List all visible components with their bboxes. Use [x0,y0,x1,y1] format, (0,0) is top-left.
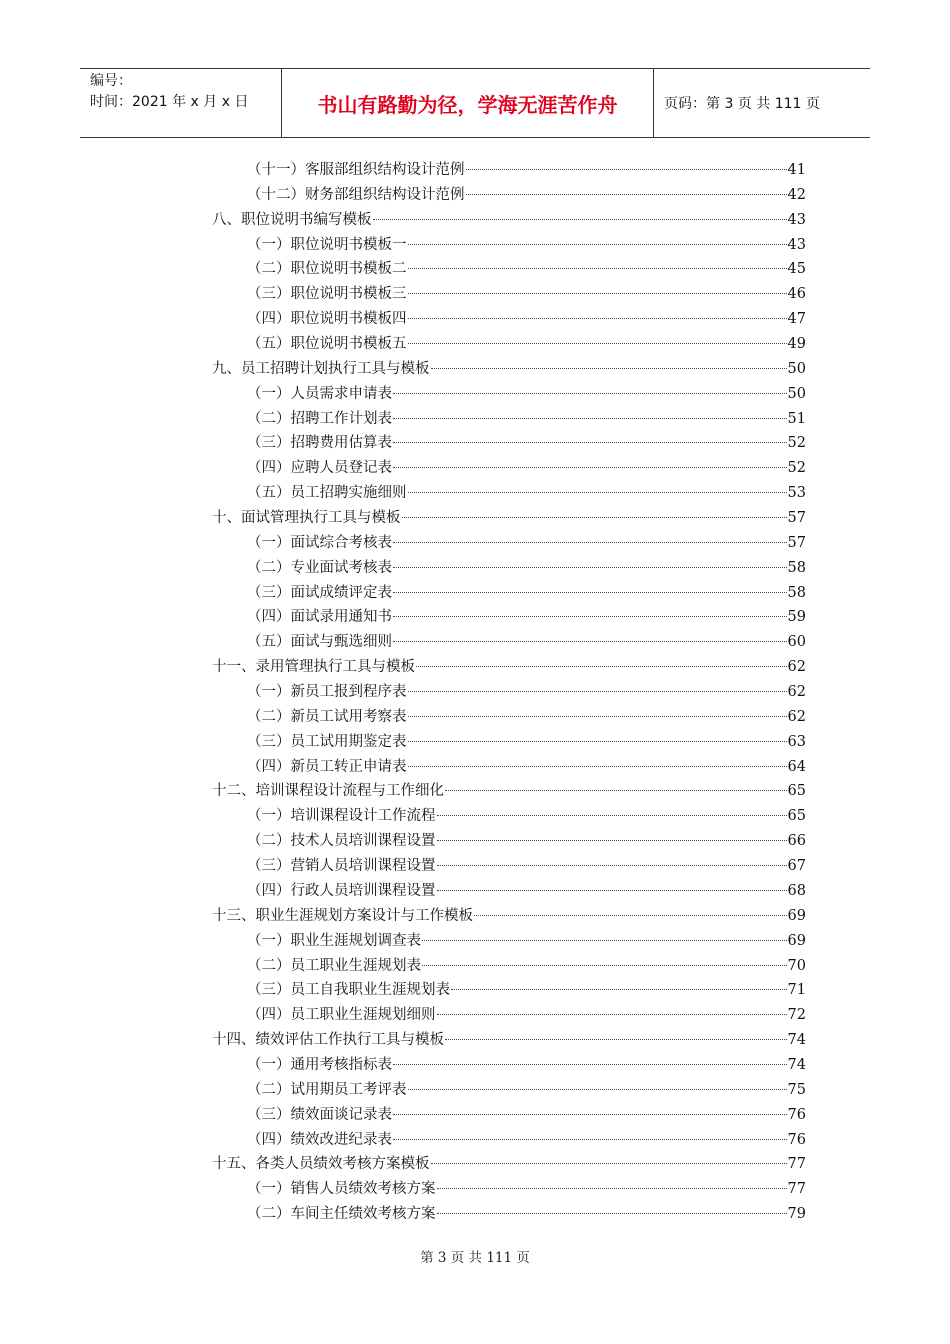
toc-leader-dots [393,616,787,617]
toc-entry[interactable] [212,257,806,282]
toc-entry-title: （一）培训课程设计工作流程 [247,808,436,825]
toc-entry-page: 65 [787,783,806,800]
toc-entry-page: 58 [787,584,806,601]
toc-entry-title: （五）职位说明书模板五 [247,336,407,353]
toc-entry[interactable] [212,954,806,979]
toc-entry-title: （三）职位说明书模板三 [247,286,407,303]
toc-leader-dots [437,890,787,891]
toc-entry[interactable] [212,307,806,332]
toc-entry-title: （三）营销人员培训课程设置 [247,858,436,875]
toc-entry[interactable] [212,829,806,854]
toc-entry[interactable] [212,655,806,680]
toc-leader-dots [408,716,787,717]
toc-entry-page: 69 [787,907,806,924]
toc-entry[interactable] [212,779,806,804]
toc-entry-page: 52 [787,435,806,452]
toc-entry[interactable] [212,282,806,307]
toc-entry-title: 十三、职业生涯规划方案设计与工作模板 [212,907,473,924]
toc-entry-page: 41 [787,162,806,178]
toc-entry-title: （一）销售人员绩效考核方案 [247,1181,436,1198]
toc-entry-title: （四）应聘人员登记表 [247,460,392,477]
toc-entry[interactable] [212,357,806,382]
toc-leader-dots [431,368,787,369]
toc-entry-page: 77 [787,1181,806,1198]
toc-entry-title: （一）通用考核指标表 [247,1056,392,1073]
toc-entry-title: 十一、录用管理执行工具与模板 [212,659,415,676]
toc-entry-title: （二）新员工试用考察表 [247,708,407,725]
toc-entry-page: 62 [787,684,806,701]
toc-leader-dots [393,1139,787,1140]
toc-entry[interactable] [212,605,806,630]
toc-entry-page: 42 [787,186,806,203]
toc-entry-page: 70 [787,957,806,974]
toc-entry-title: 九、员工招聘计划执行工具与模板 [212,360,430,377]
toc-entry[interactable] [212,755,806,780]
serial-number-label: 编号： [90,73,132,89]
toc-leader-dots [408,741,787,742]
toc-leader-dots [431,1163,787,1164]
page-footer: 第 3 页 共 111 页 [420,1250,530,1266]
toc-entry-title: （二）招聘工作计划表 [247,410,392,427]
toc-leader-dots [408,492,787,493]
toc-leader-dots [393,1114,787,1115]
toc-entry-title: （一）新员工报到程序表 [247,684,407,701]
toc-entry-title: （二）试用期员工考评表 [247,1081,407,1098]
toc-entry-page: 74 [787,1056,806,1073]
toc-entry-title: （四）面试录用通知书 [247,609,392,626]
toc-leader-dots [408,766,787,767]
toc-entry-title: （一）职业生涯规划调查表 [247,932,421,949]
toc-entry-page: 63 [787,733,806,750]
toc-entry[interactable] [212,1202,806,1227]
toc-entry[interactable] [212,531,806,556]
toc-entry[interactable] [212,730,806,755]
toc-entry[interactable] [212,1103,806,1128]
toc-entry-title: （一）人员需求申请表 [247,385,392,402]
toc-entry-page: 71 [787,982,806,999]
toc-entry[interactable] [212,1003,806,1028]
toc-leader-dots [393,393,787,394]
toc-entry-page: 45 [787,261,806,278]
toc-entry[interactable] [212,456,806,481]
toc-entry-title: （二）职位说明书模板二 [247,261,407,278]
toc-entry[interactable] [212,382,806,407]
toc-leader-dots [422,965,787,966]
toc-leader-dots [402,517,787,518]
toc-entry-page: 67 [787,858,806,875]
toc-entry-title: （二）车间主任绩效考核方案 [247,1206,436,1223]
toc-entry-title: （二）员工职业生涯规划表 [247,957,421,974]
toc-entry-title: （四）新员工转正申请表 [247,758,407,775]
toc-entry-page: 77 [787,1156,806,1173]
toc-entry-page: 75 [787,1081,806,1098]
toc-leader-dots [393,592,787,593]
toc-entry-title: （二）技术人员培训课程设置 [247,833,436,850]
toc-entry[interactable] [212,705,806,730]
toc-entry[interactable] [212,506,806,531]
document-header [80,68,870,138]
toc-entry-page: 72 [787,1007,806,1024]
toc-leader-dots [393,542,787,543]
toc-entry-page: 74 [787,1032,806,1049]
toc-entry-title: 十四、绩效评估工作执行工具与模板 [212,1032,444,1049]
toc-leader-dots [422,940,787,941]
toc-leader-dots [408,318,787,319]
toc-entry-title: （四）行政人员培训课程设置 [247,882,436,899]
toc-leader-dots [393,442,787,443]
toc-entry-page: 50 [787,360,806,377]
toc-entry-title: （十二）财务部组织结构设计范例 [247,186,465,203]
toc-entry[interactable] [212,879,806,904]
header-meta [80,69,282,137]
toc-entry-title: （三）招聘费用估算表 [247,435,392,452]
toc-entry[interactable] [212,1128,806,1153]
toc-leader-dots [408,244,787,245]
toc-entry-title: （二）专业面试考核表 [247,559,392,576]
toc-entry-page: 68 [787,882,806,899]
toc-leader-dots [393,1064,787,1065]
toc-entry-title: （一）面试综合考核表 [247,534,392,551]
toc-leader-dots [408,343,787,344]
toc-entry-page: 60 [787,634,806,651]
toc-entry-page: 49 [787,336,806,353]
toc-entry[interactable] [212,1152,806,1177]
toc-entry-page: 57 [787,510,806,527]
toc-entry-page: 46 [787,286,806,303]
toc-entry-page: 76 [787,1131,806,1148]
toc-entry-page: 79 [787,1206,806,1223]
toc-entry[interactable] [212,804,806,829]
toc-entry[interactable] [212,1053,806,1078]
toc-leader-dots [437,840,787,841]
toc-leader-dots [408,1089,787,1090]
toc-entry[interactable] [212,1078,806,1103]
table-of-contents [212,158,806,1227]
toc-entry[interactable] [212,929,806,954]
toc-entry-page: 62 [787,708,806,725]
toc-entry[interactable] [212,680,806,705]
toc-entry-title: （一）职位说明书模板一 [247,236,407,253]
toc-entry-page: 64 [787,758,806,775]
toc-entry-title: 十二、培训课程设计流程与工作细化 [212,783,444,800]
toc-entry-page: 53 [787,485,806,502]
toc-leader-dots [474,915,787,916]
toc-leader-dots [466,169,787,170]
toc-entry[interactable] [212,208,806,233]
header-motto: 书山有路勤为径，学海无涯苦作舟 [282,69,654,137]
toc-entry-page: 66 [787,833,806,850]
toc-entry-page: 50 [787,385,806,402]
toc-entry-page: 58 [787,559,806,576]
toc-entry[interactable] [212,556,806,581]
toc-entry-title: 八、职位说明书编写模板 [212,211,372,228]
toc-leader-dots [466,194,787,195]
toc-entry[interactable] [212,431,806,456]
toc-entry-title: （五）面试与甄选细则 [247,634,392,651]
toc-leader-dots [373,219,787,220]
toc-entry-title: （四）员工职业生涯规划细则 [247,1007,436,1024]
toc-leader-dots [393,641,787,642]
toc-leader-dots [393,418,787,419]
toc-entry-page: 47 [787,311,806,328]
toc-entry-page: 62 [787,659,806,676]
toc-entry-page: 76 [787,1106,806,1123]
toc-leader-dots [393,567,787,568]
toc-entry[interactable] [212,1177,806,1202]
toc-entry-title: （四）绩效改进纪录表 [247,1131,392,1148]
toc-leader-dots [437,1014,787,1015]
toc-entry[interactable] [212,581,806,606]
toc-entry-title: （五）员工招聘实施细则 [247,485,407,502]
toc-entry[interactable] [212,183,806,208]
toc-entry-page: 43 [787,236,806,253]
toc-leader-dots [416,666,787,667]
toc-entry-page: 57 [787,534,806,551]
toc-entry-title: 十五、各类人员绩效考核方案模板 [212,1156,430,1173]
toc-entry-title: （四）职位说明书模板四 [247,311,407,328]
toc-entry-page: 59 [787,609,806,626]
toc-entry[interactable] [212,332,806,357]
toc-entry[interactable] [212,481,806,506]
toc-entry-page: 65 [787,808,806,825]
toc-entry[interactable] [212,978,806,1003]
toc-entry-page: 43 [787,211,806,228]
toc-entry-title: （三）面试成绩评定表 [247,584,392,601]
toc-entry-title: （三）员工试用期鉴定表 [247,733,407,750]
toc-leader-dots [437,865,787,866]
toc-entry[interactable] [212,233,806,258]
toc-entry-page: 69 [787,932,806,949]
toc-leader-dots [437,815,787,816]
toc-entry[interactable] [212,854,806,879]
toc-entry[interactable] [212,158,806,183]
toc-leader-dots [408,293,787,294]
toc-entry-page: 51 [787,410,806,427]
toc-leader-dots [437,1213,787,1214]
toc-leader-dots [408,691,787,692]
toc-entry-title: （三）员工自我职业生涯规划表 [247,982,450,999]
toc-leader-dots [445,790,787,791]
toc-entry[interactable] [212,1028,806,1053]
toc-leader-dots [445,1039,787,1040]
toc-leader-dots [393,467,787,468]
toc-entry-page: 52 [787,460,806,477]
date-label: 时间：2021 年 x 月 x 日 [90,94,249,110]
toc-entry-title: （十一）客服部组织结构设计范例 [247,162,465,178]
header-page-info: 页码：第 3 页 共 111 页 [664,96,820,112]
toc-leader-dots [408,268,787,269]
toc-entry[interactable] [212,630,806,655]
toc-entry-title: （三）绩效面谈记录表 [247,1106,392,1123]
toc-entry-title: 十、面试管理执行工具与模板 [212,510,401,527]
toc-entry[interactable] [212,904,806,929]
toc-leader-dots [437,1188,787,1189]
toc-leader-dots [451,989,787,990]
toc-entry[interactable] [212,407,806,432]
